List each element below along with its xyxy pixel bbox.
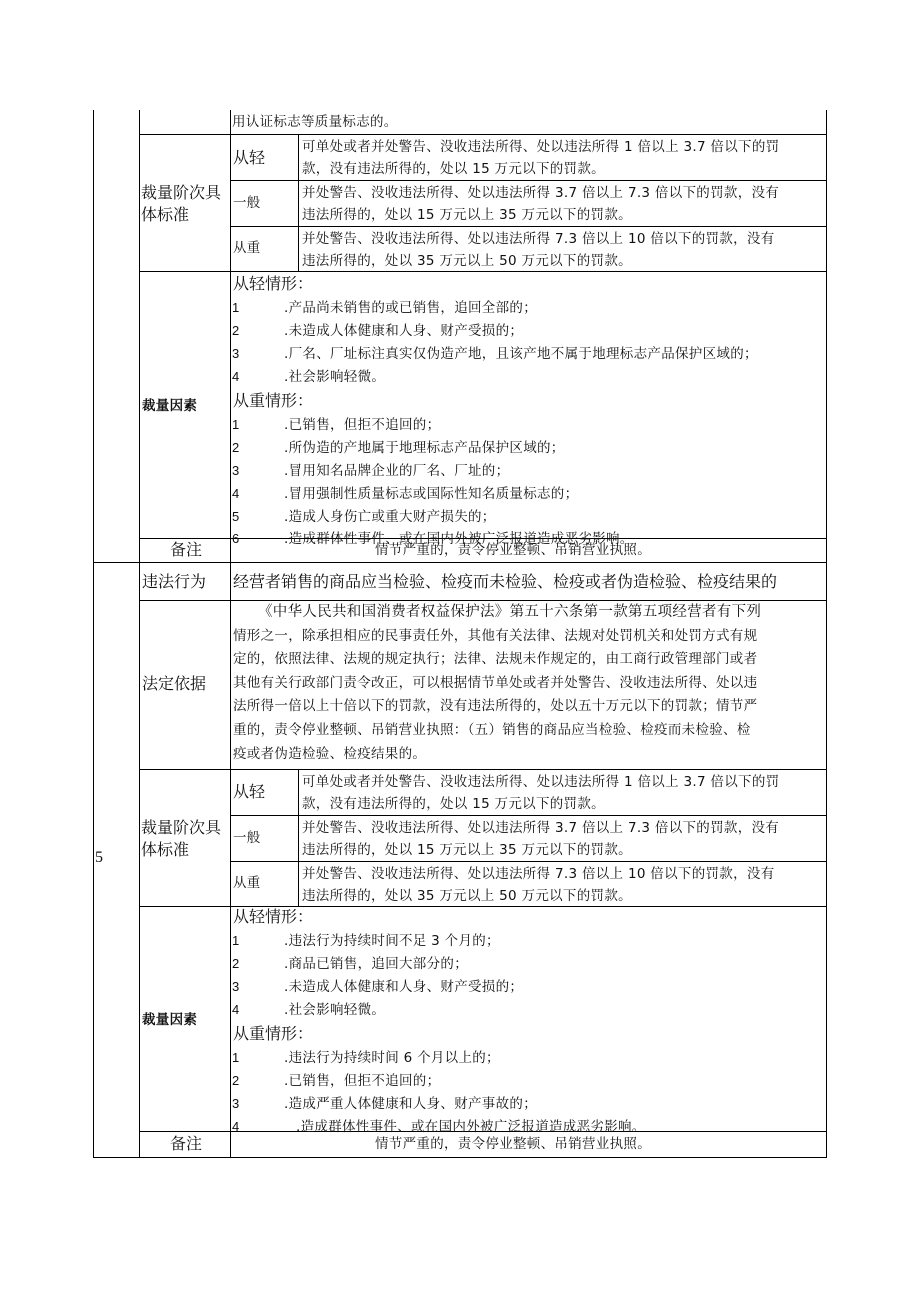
- column-divider-1: [139, 110, 140, 1158]
- table-border-bottom: [93, 1157, 827, 1158]
- level-name-lenient: 从轻: [233, 148, 266, 167]
- table-border-left: [93, 110, 94, 1158]
- list-item: .已销售，但拒不追回的；: [284, 417, 441, 433]
- list-number: 2: [232, 323, 240, 338]
- basis-line: 情形之一，除承担相应的民事责任外，其他有关法律、法规对处罚机关和处罚方式有规: [233, 628, 758, 644]
- remarks-text: 情节严重的，责令停业整顿、吊销营业执照。: [375, 542, 651, 558]
- factors-label: 裁量因素: [142, 398, 198, 414]
- list-number: 2: [232, 1073, 240, 1088]
- list-item: .商品已销售，追回大部分的；: [284, 956, 468, 972]
- list-item: .社会影响轻微。: [284, 369, 386, 385]
- list-number: 3: [232, 1096, 240, 1111]
- list-item: .造成人身伤亡或重大财产损失的；: [284, 509, 496, 525]
- level-text-line: 违法所得的，处以 15 万元以上 35 万元以下的罚款。: [302, 207, 632, 223]
- level-text-line: 可单处或者并处警告、没收违法所得、处以违法所得 1 倍以上 3.7 倍以下的罚: [302, 139, 780, 155]
- level-text-line: 并处警告、没收违法所得、处以违法所得 3.7 倍以上 7.3 倍以下的罚款，没有: [302, 820, 780, 836]
- list-item: .产品尚未销售的或已销售，追回全部的；: [284, 300, 537, 316]
- level-name-lenient: 从轻: [233, 782, 266, 801]
- level-text-line: 违法所得的，处以 35 万元以上 50 万元以下的罚款。: [302, 888, 632, 904]
- factors-label: 裁量因素: [142, 1012, 198, 1028]
- list-number: 4: [232, 1002, 240, 1017]
- list-number: 1: [232, 1050, 240, 1065]
- list-number: 3: [232, 463, 240, 478]
- factors-cell-a: [231, 272, 825, 547]
- basis-line: 定的，依照法律、法规的规定执行；法律、法规未作规定的，由工商行政管理部门或者: [233, 651, 758, 667]
- violation-label: 违法行为: [142, 572, 207, 591]
- list-item: .社会影响轻微。: [284, 1002, 386, 1018]
- table-border-right: [826, 110, 827, 1158]
- remarks-text: 情节严重的，责令停业整顿、吊销营业执照。: [375, 1136, 651, 1152]
- basis-line: 《中华人民共和国消费者权益保护法》第五十六条第一款第五项经营者有下列: [258, 604, 762, 620]
- level-name-severe: 从重: [233, 240, 261, 256]
- list-number: 2: [232, 440, 240, 455]
- list-number: 5: [232, 509, 240, 524]
- list-number: 1: [232, 300, 240, 315]
- basis-label: 法定依据: [142, 674, 207, 693]
- level-name-general: 一般: [233, 195, 261, 211]
- level-text-line: 违法所得的，处以 35 万元以上 50 万元以下的罚款。: [302, 253, 632, 269]
- severe-title: 从重情形：: [233, 1024, 314, 1043]
- list-number: 6: [232, 531, 240, 546]
- list-number: 3: [232, 979, 240, 994]
- level-text-line: 违法所得的，处以 15 万元以上 35 万元以下的罚款。: [302, 842, 632, 858]
- remarks-label: 备注: [170, 1134, 203, 1153]
- list-item: .违法行为持续时间 6 个月以上的；: [284, 1050, 500, 1066]
- list-item: .造成群体性事件、或在国内外被广泛报道造成恶劣影响。: [284, 531, 634, 547]
- level-text-line: 并处警告、没收违法所得、处以违法所得 7.3 倍以上 10 倍以下的罚款，没有: [302, 231, 775, 247]
- level-name-severe: 从重: [233, 875, 261, 891]
- list-item: .冒用强制性质量标志或国际性知名质量标志的；: [284, 486, 579, 502]
- level-name-general: 一般: [233, 830, 261, 846]
- basis-line: 其他有关行政部门责令改正，可以根据情节单处或者并处警告、没收违法所得、处以违: [233, 675, 758, 691]
- list-number: 4: [232, 369, 240, 384]
- level-text-line: 款，没有违法所得的，处以 15 万元以下的罚款。: [302, 161, 605, 177]
- list-number: 3: [232, 346, 240, 361]
- list-number: 4: [232, 486, 240, 501]
- list-number: 2: [232, 956, 240, 971]
- level-divider-b: [298, 769, 299, 906]
- remarks-label: 备注: [170, 540, 203, 559]
- list-item: .未造成人体健康和人身、财产受损的；: [284, 323, 524, 339]
- continuation-text: 用认证标志等质量标志的。: [232, 114, 398, 130]
- lenient-title: 从轻情形：: [233, 907, 314, 926]
- basis-line: 法所得一倍以上十倍以下的罚款，没有违法所得的，处以五十万元以下的罚款；情节严: [233, 698, 758, 714]
- list-number: 1: [232, 933, 240, 948]
- levels-label: 裁量阶次具体标准: [141, 818, 222, 859]
- section-divider: [93, 562, 827, 563]
- list-number: 4: [232, 1119, 240, 1134]
- basis-line: 疫或者伪造检验、检疫结果的。: [233, 746, 427, 762]
- basis-line: 重的，责令停业整顿、吊销营业执照：（五）销售的商品应当检验、检疫而未检验、检: [233, 722, 751, 738]
- list-item: .未造成人体健康和人身、财产受损的；: [284, 979, 524, 995]
- level-text-line: 可单处或者并处警告、没收违法所得、处以违法所得 1 倍以上 3.7 倍以下的罚: [302, 774, 780, 790]
- level-text-line: 并处警告、没收违法所得、处以违法所得 7.3 倍以上 10 倍以下的罚款，没有: [302, 866, 775, 882]
- lenient-title: 从轻情形：: [233, 274, 314, 293]
- level-text-line: 款，没有违法所得的，处以 15 万元以下的罚款。: [302, 796, 605, 812]
- level-text-line: 并处警告、没收违法所得、处以违法所得 3.7 倍以上 7.3 倍以下的罚款，没有: [302, 185, 780, 201]
- list-item: .所伪造的产地属于地理标志产品保护区域的；: [284, 440, 565, 456]
- levels-label: 裁量阶次具体标准: [141, 183, 222, 224]
- list-item: .造成严重人体健康和人身、财产事故的；: [284, 1096, 537, 1112]
- list-number: 1: [232, 417, 240, 432]
- list-item: .造成群体性事件、或在国内外被广泛报道造成恶劣影响。: [296, 1119, 646, 1135]
- list-item: .已销售，但拒不追回的；: [284, 1073, 441, 1089]
- list-item: .违法行为持续时间不足 3 个月的；: [284, 933, 500, 949]
- violation-text: 经营者销售的商品应当检验、检疫而未检验、检疫或者伪造检验、检疫结果的: [233, 572, 778, 591]
- row-number: 5: [95, 849, 104, 866]
- list-item: .厂名、厂址标注真实仅伪造产地，且该产地不属于地理标志产品保护区域的；: [284, 346, 758, 362]
- factors-cell-b: [231, 907, 825, 1135]
- level-divider-a: [298, 134, 299, 271]
- list-item: .冒用知名品牌企业的厂名、厂址的；: [284, 463, 510, 479]
- severe-title: 从重情形：: [233, 391, 314, 410]
